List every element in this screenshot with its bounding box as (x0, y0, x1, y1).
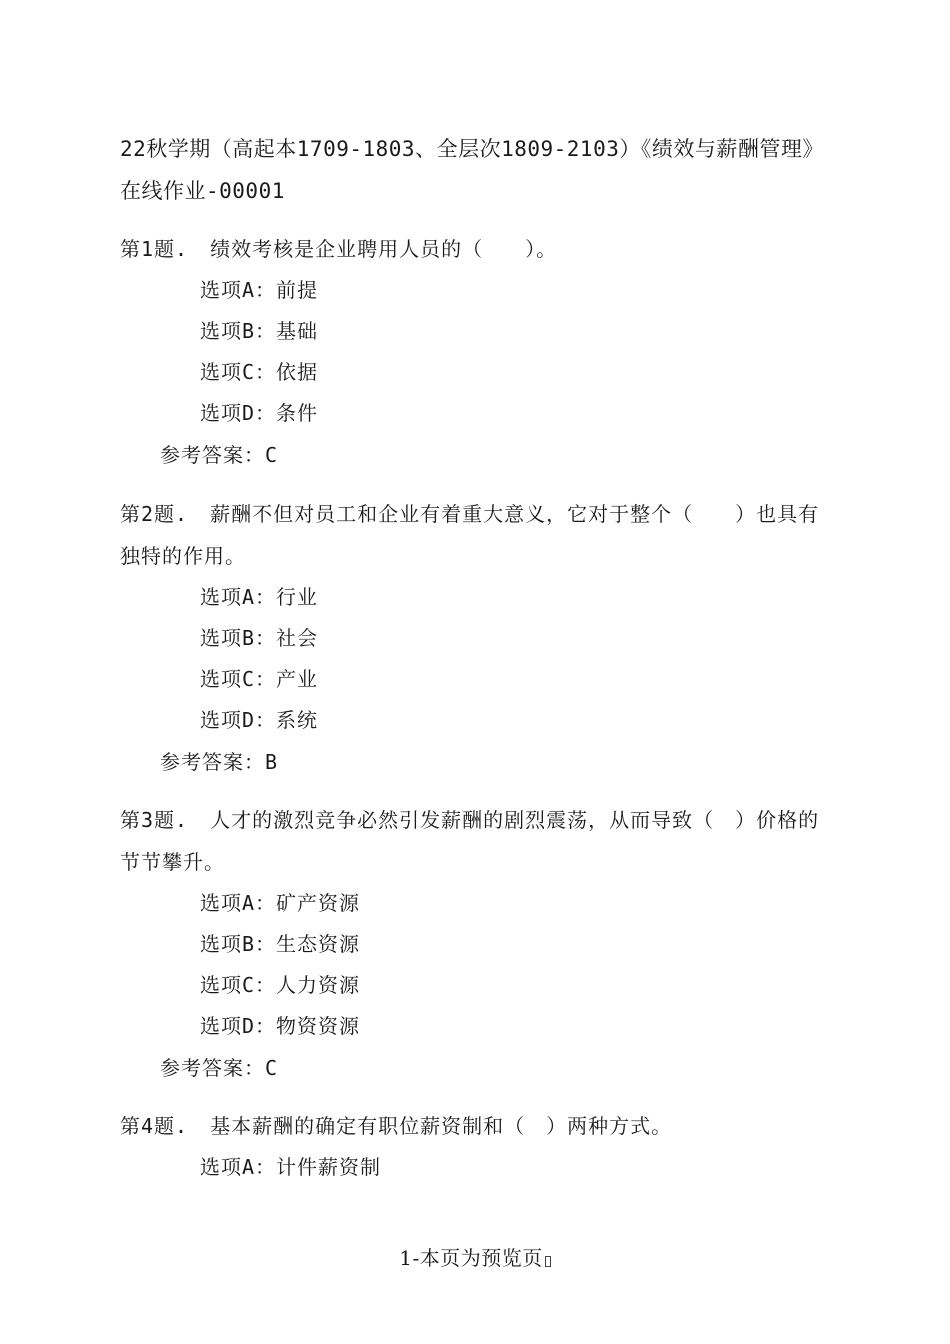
question-number: 第2题. (120, 502, 189, 526)
question-1 (120, 228, 840, 476)
question-2 (120, 493, 840, 783)
option-a: 选项A：计件薪资制 (200, 1155, 382, 1179)
reference-answer: 参考答案：C (160, 443, 279, 467)
question-stem (120, 799, 840, 883)
option-b: 选项B：基础 (200, 319, 319, 343)
question-number: 第4题. (120, 1114, 189, 1138)
placeholder-glyph-icon (545, 1256, 551, 1267)
question-text: 绩效考核是企业聘用人员的（ ）。 (210, 237, 558, 261)
option-a: 选项A：行业 (200, 585, 319, 609)
option-b: 选项B：生态资源 (200, 932, 361, 956)
document-title: 22秋学期（高起本1709-1803、全层次1809-2103）《绩效与薪酬管理》在线作业-00001 (120, 137, 824, 203)
reference-answer: 参考答案：B (160, 750, 279, 774)
page-footer (0, 1240, 950, 1276)
option-b: 选项B：社会 (200, 626, 319, 650)
option-d: 选项D：条件 (200, 401, 319, 425)
question-text: 薪酬不但对员工和企业有着重大意义，它对于整个（ ）也具有独特的作用。 (120, 502, 820, 568)
question-stem (120, 493, 840, 577)
question-4 (120, 1105, 840, 1188)
option-a: 选项A：矿产资源 (200, 891, 361, 915)
reference-answer: 参考答案：C (160, 1056, 279, 1080)
question-number: 第1题. (120, 237, 189, 261)
question-text: 基本薪酬的确定有职位薪资制和（ ）两种方式。 (210, 1114, 673, 1138)
question-number: 第3题. (120, 808, 189, 832)
option-d: 选项D：物资资源 (200, 1014, 361, 1038)
preview-notice: 1-本页为预览页 (399, 1246, 543, 1270)
question-text: 人才的激烈竞争必然引发薪酬的剧烈震荡，从而导致（ ）价格的节节攀升。 (120, 808, 820, 874)
option-a: 选项A：前提 (200, 278, 319, 302)
option-d: 选项D：系统 (200, 708, 319, 732)
question-stem (120, 228, 840, 270)
question-3 (120, 799, 840, 1089)
question-stem (120, 1105, 840, 1147)
option-c: 选项C：依据 (200, 360, 319, 384)
option-c: 选项C：产业 (200, 667, 319, 691)
option-c: 选项C：人力资源 (200, 973, 361, 997)
